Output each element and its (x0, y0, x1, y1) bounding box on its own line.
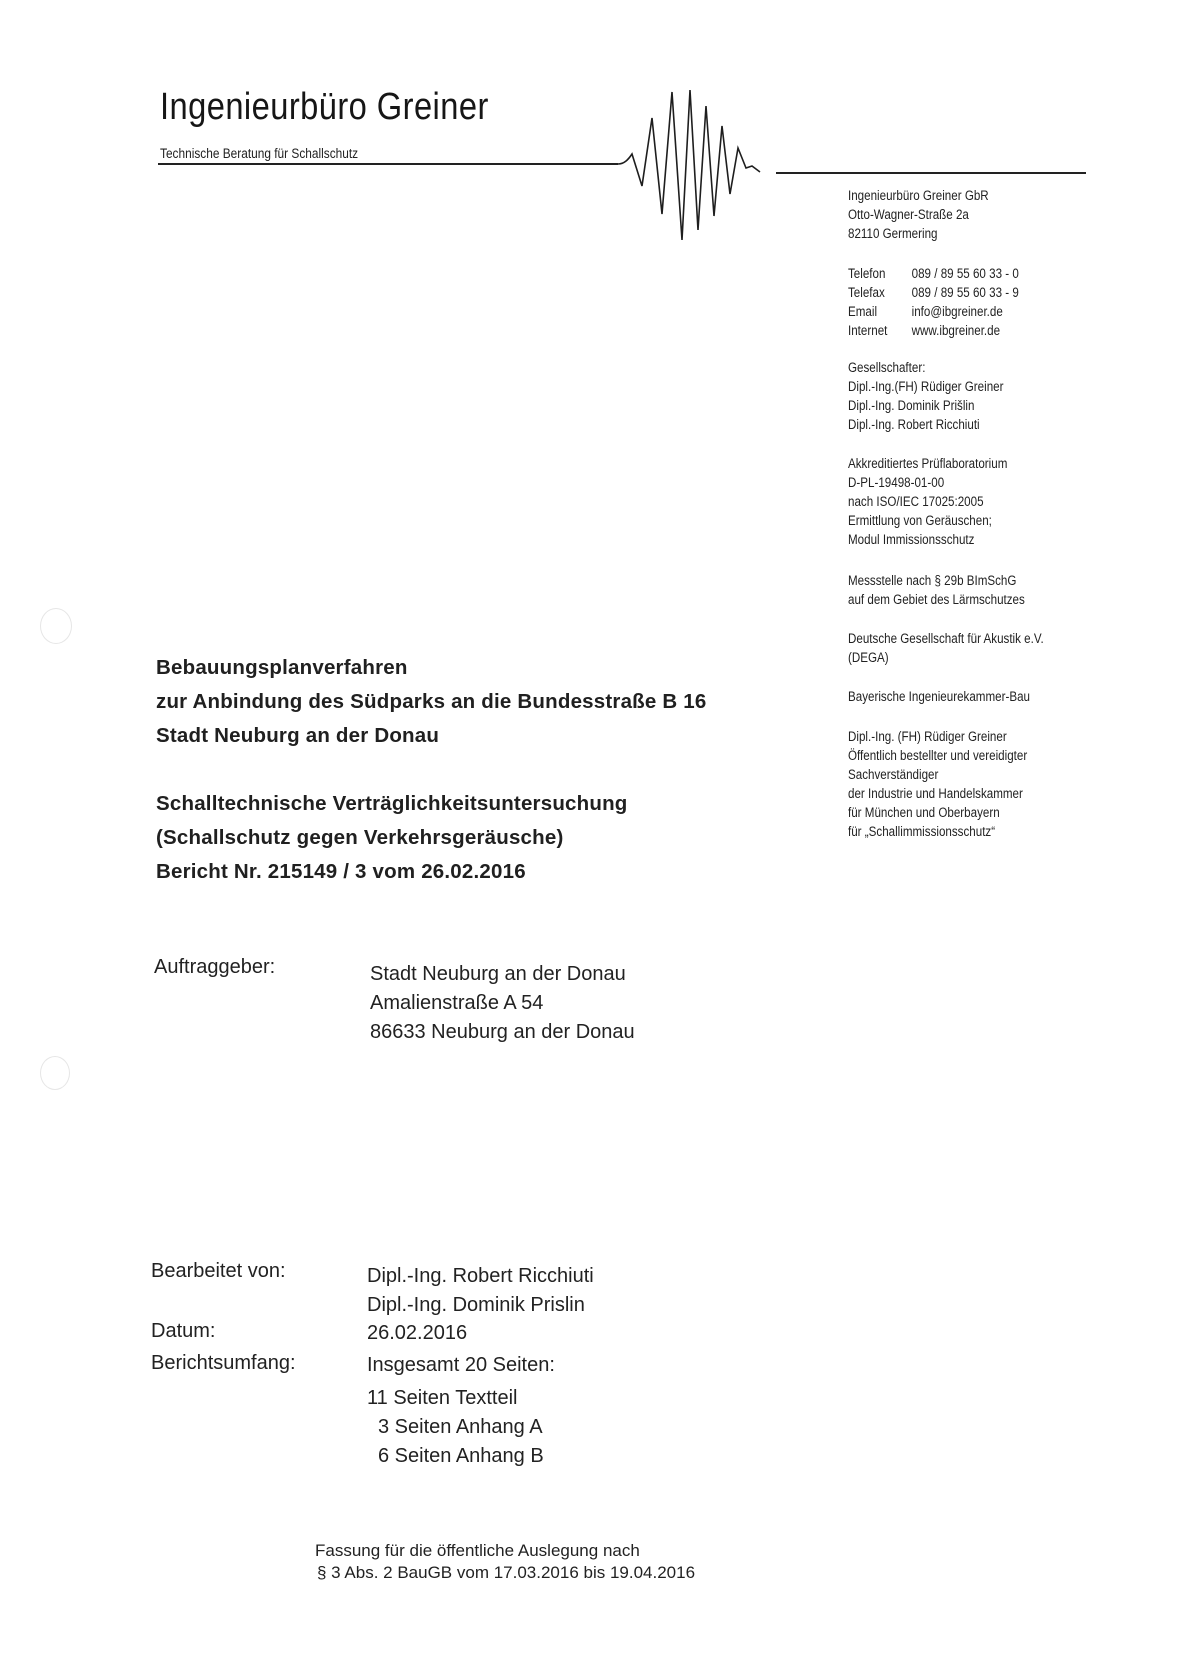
report-title (156, 792, 628, 894)
footer-line: Fassung für die öffentliche Auslegung nach (315, 1541, 640, 1560)
scan-speck (40, 608, 72, 644)
author-line: Dipl.-Ing. Dominik Prislin (367, 1294, 585, 1316)
accreditation-line: Modul Immissionsschutz (848, 532, 975, 547)
chamber-line: Bayerische Ingenieurekammer-Bau (848, 689, 1030, 704)
contact-label: Email (848, 304, 878, 319)
contact-row (848, 321, 1019, 340)
title-line: zur Anbindung des Südparks an die Bundesstraße B 16 (156, 690, 707, 713)
chamber-membership (848, 687, 1030, 706)
expert-line: der Industrie und Handelskammer (848, 786, 1023, 801)
client-line: 86633 Neuburg an der Donau (370, 1021, 635, 1043)
header-rule-right (776, 172, 1086, 174)
scope-item: 3 Seiten Anhang A (378, 1416, 543, 1438)
expert-line: Öffentlich bestellter und vereidigter (848, 748, 1028, 763)
expert-line: für „Schallimmissionsschutz“ (848, 824, 996, 839)
scope-total: Insgesamt 20 Seiten: (367, 1354, 555, 1376)
dega-line: (DEGA) (848, 650, 889, 665)
dega-membership (848, 629, 1044, 667)
expert-line: Dipl.-Ing. (FH) Rüdiger Greiner (848, 729, 1007, 744)
report-date: 26.02.2016 (367, 1322, 468, 1344)
contact-label: Internet (848, 323, 888, 338)
dega-line: Deutsche Gesellschaft für Akustik e.V. (848, 631, 1044, 646)
contact-value: 089 / 89 55 60 33 - 0 (911, 266, 1019, 281)
scope-item: 6 Seiten Anhang B (378, 1445, 544, 1467)
author-line: Dipl.-Ing. Robert Ricchiuti (367, 1265, 594, 1287)
contact-row (848, 283, 1019, 302)
contact-row (848, 264, 1019, 283)
contact-row (848, 302, 1019, 321)
accreditation-line: Akkreditiertes Prüflaboratorium (848, 456, 1008, 471)
address-line: Otto-Wagner-Straße 2a (848, 207, 969, 222)
contact-label: Telefon (848, 266, 886, 281)
report-number: Bericht Nr. 215149 / 3 vom 26.02.2016 (156, 860, 526, 883)
scope-label: Berichtsumfang: (151, 1352, 296, 1374)
contact-list (848, 264, 1019, 340)
expert-line: Sachverständiger (848, 767, 939, 782)
messstelle-line: Messstelle nach § 29b BImSchG (848, 573, 1017, 588)
address-line: 82110 Germering (848, 226, 938, 241)
firm-subtitle: Technische Beratung für Schallschutz (160, 146, 359, 161)
expert-line: für München und Oberbayern (848, 805, 1000, 820)
partners-line: Dipl.-Ing. Dominik Prišlin (848, 398, 975, 413)
client-line: Amalienstraße A 54 (370, 992, 544, 1014)
website-link[interactable]: www.ibgreiner.de (911, 323, 1001, 338)
footer-line: § 3 Abs. 2 BauGB vom 17.03.2016 bis 19.04.2016 (317, 1563, 696, 1582)
title-line: Bebauungsplanverfahren (156, 656, 408, 679)
date-label: Datum: (151, 1320, 216, 1342)
title-line: Schalltechnische Verträglichkeitsuntersuchung (156, 792, 628, 815)
project-title (156, 656, 707, 758)
partners-line: Gesellschafter: (848, 360, 926, 375)
partners (848, 358, 1003, 434)
address-line: Ingenieurbüro Greiner GbR (848, 188, 989, 203)
edited-by (367, 1262, 594, 1320)
partners-line: Dipl.-Ing.(FH) Rüdiger Greiner (848, 379, 1004, 394)
partners-line: Dipl.-Ing. Robert Ricchiuti (848, 417, 980, 432)
firm-address (848, 186, 989, 243)
accreditation-line: Ermittlung von Geräuschen; (848, 513, 992, 528)
email-link[interactable]: info@ibgreiner.de (911, 304, 1003, 319)
contact-label: Telefax (848, 285, 885, 300)
accreditation-line: D-PL-19498-01-00 (848, 475, 945, 490)
title-line: (Schallschutz gegen Verkehrsgeräusche) (156, 826, 564, 849)
messstelle-line: auf dem Gebiet des Lärmschutzes (848, 592, 1025, 607)
scan-speck (40, 1056, 70, 1090)
expert-credentials (848, 727, 1027, 841)
client-address (370, 960, 635, 1047)
sound-wave-logo (600, 80, 800, 255)
title-line: Stadt Neuburg an der Donau (156, 724, 440, 747)
firm-name: Ingenieurbüro Greiner (160, 86, 489, 128)
client-line: Stadt Neuburg an der Donau (370, 963, 626, 985)
contact-value: 089 / 89 55 60 33 - 9 (911, 285, 1019, 300)
accreditation (848, 454, 1007, 549)
scope-items (367, 1384, 544, 1471)
edited-label: Bearbeitet von: (151, 1260, 286, 1282)
scope-item: 11 Seiten Textteil (367, 1387, 518, 1409)
accreditation-line: nach ISO/IEC 17025:2005 (848, 494, 984, 509)
messstelle (848, 571, 1025, 609)
header-rule (158, 163, 618, 165)
publication-note (315, 1540, 695, 1584)
client-label: Auftraggeber: (154, 956, 276, 978)
